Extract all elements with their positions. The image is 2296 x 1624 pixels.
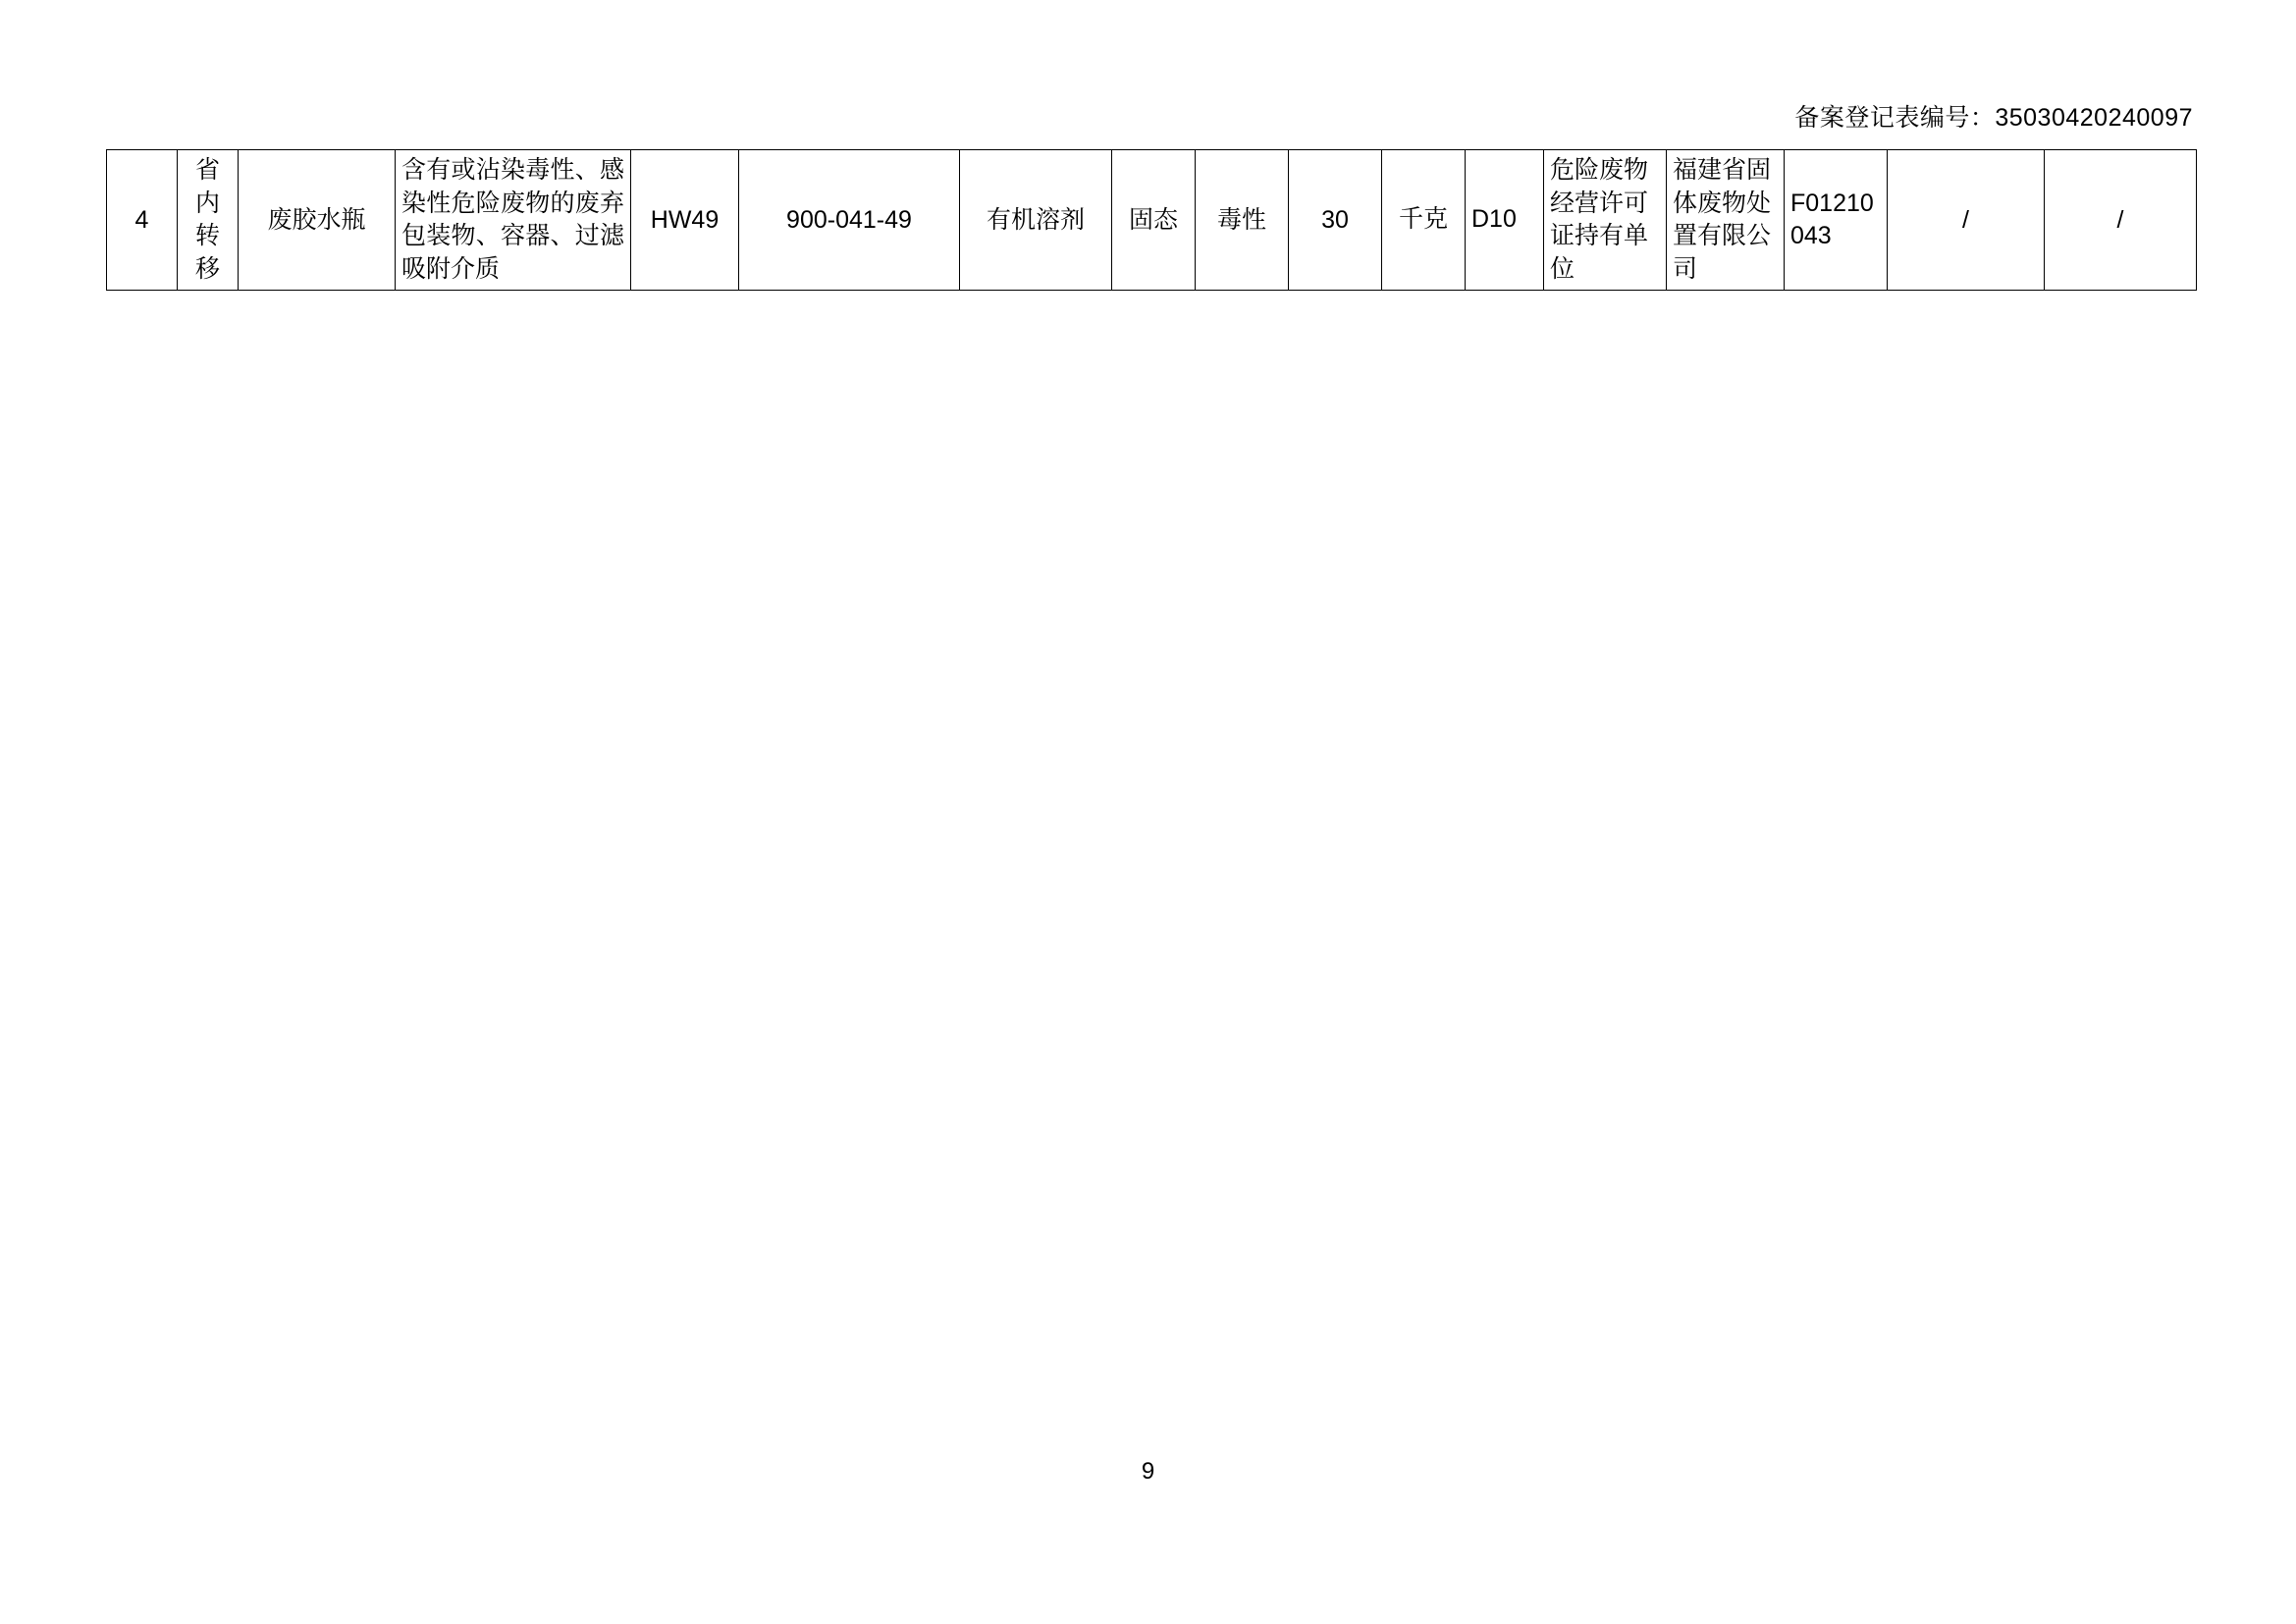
cell-extra-1	[1888, 150, 2045, 291]
cell-waste-code-hw	[631, 150, 739, 291]
quantity-value: 30	[1321, 205, 1349, 234]
form-value: 固态	[1128, 205, 1178, 234]
cell-receiver-name	[1667, 150, 1785, 291]
waste-transfer-table	[106, 149, 2197, 291]
waste-name-value: 废胶水瓶	[267, 205, 366, 234]
cell-waste-category-desc	[396, 150, 631, 291]
cell-waste-code-full	[739, 150, 960, 291]
page-number: 9	[1141, 1458, 1155, 1485]
unit-value: 千克	[1398, 205, 1448, 234]
cell-waste-name	[239, 150, 396, 291]
receiver-name-value: 福建省固体废物处置有限公司	[1673, 156, 1772, 283]
disposal-method-value: D10	[1471, 205, 1517, 234]
cell-seq	[107, 150, 178, 291]
waste-code-full-value: 900-041-49	[786, 205, 912, 234]
registration-number-header: 备案登记表编号：35030420240097	[1794, 104, 2193, 132]
cell-transfer-type	[178, 150, 239, 291]
cell-form	[1112, 150, 1196, 291]
transfer-type-value: 省内转移	[194, 156, 220, 283]
receiver-type-value: 危险废物经营许可证持有单位	[1550, 156, 1649, 283]
cell-license-no	[1785, 150, 1888, 291]
cell-extra-2	[2045, 150, 2197, 291]
extra-2-value: /	[2116, 205, 2124, 234]
license-no-value: F01210043	[1790, 189, 1874, 249]
waste-transfer-table-wrap	[106, 149, 2195, 291]
main-component-value: 有机溶剂	[986, 205, 1085, 234]
waste-code-hw-value: HW49	[650, 205, 720, 234]
cell-receiver-type	[1544, 150, 1667, 291]
waste-category-desc-value: 含有或沾染毒性、感染性危险废物的废弃包装物、容器、过滤吸附介质	[401, 156, 624, 283]
hazard-value: 毒性	[1216, 205, 1266, 234]
cell-disposal-method	[1466, 150, 1544, 291]
cell-main-component	[960, 150, 1112, 291]
table-row	[107, 150, 2197, 291]
cell-quantity	[1289, 150, 1382, 291]
seq-value: 4	[134, 205, 149, 234]
cell-unit	[1382, 150, 1466, 291]
extra-1-value: /	[1962, 205, 1969, 234]
cell-hazard	[1196, 150, 1289, 291]
